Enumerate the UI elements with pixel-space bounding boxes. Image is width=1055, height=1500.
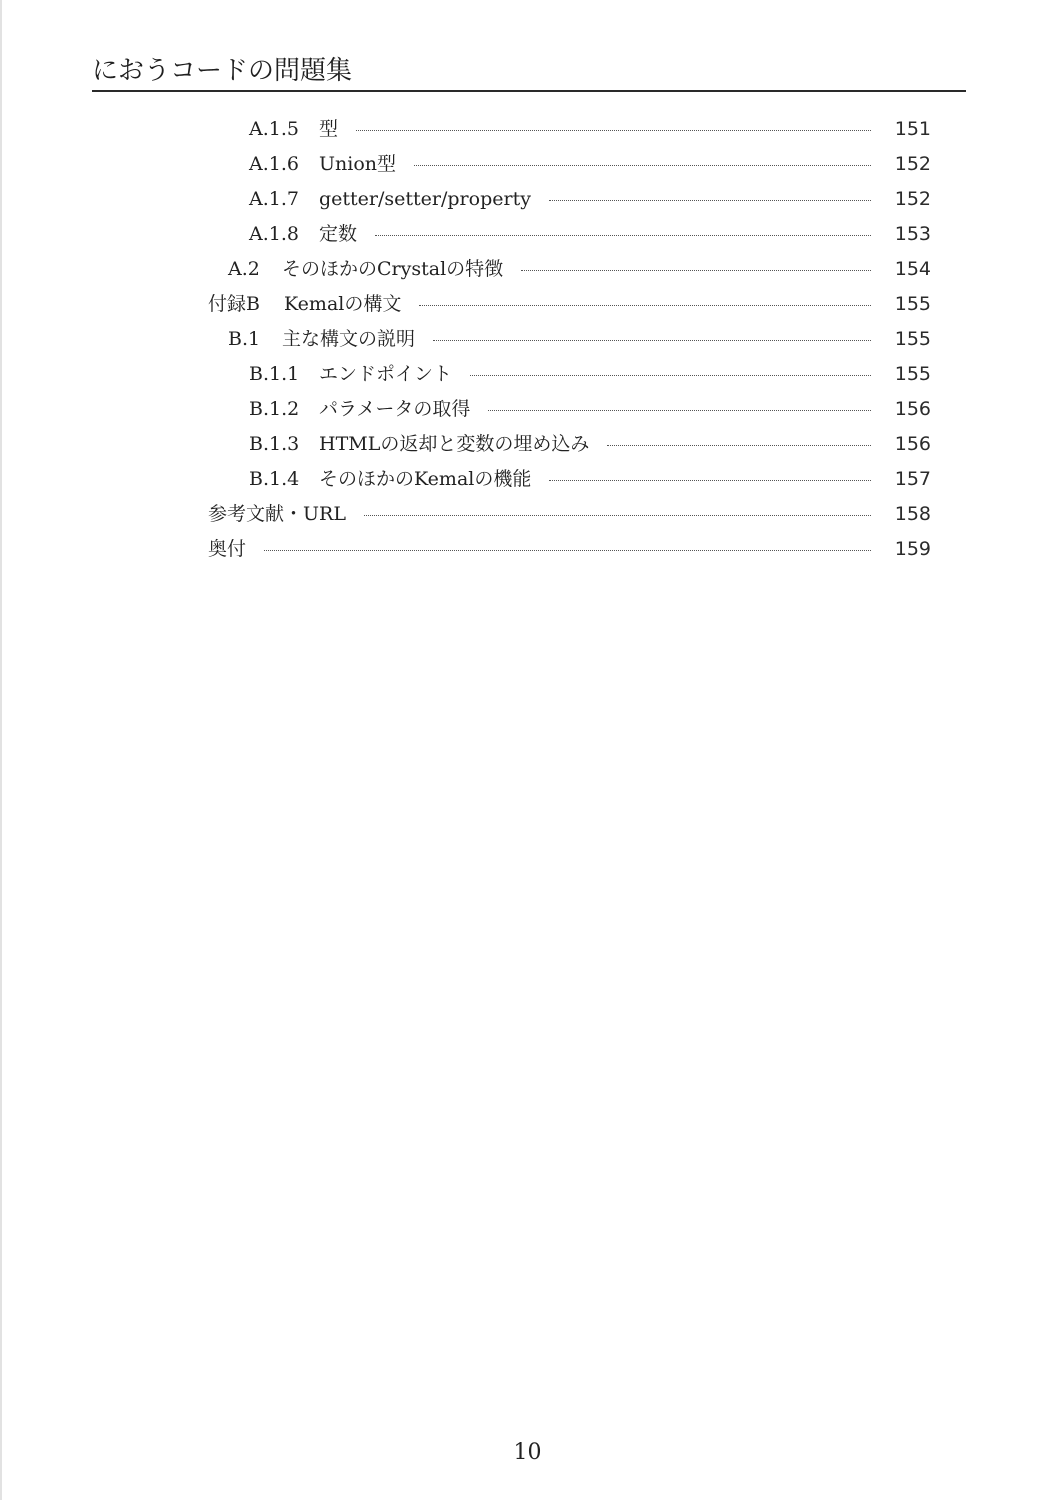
toc-entry-number: B.1.1 [249, 363, 300, 385]
toc-entry-page: 151 [894, 118, 931, 140]
toc-entry-page: 155 [894, 328, 931, 350]
toc-entry-title: Union型 [319, 153, 397, 175]
dot-leader [364, 515, 871, 516]
toc-entry-number: A.1.8 [249, 223, 299, 245]
dot-leader [264, 550, 871, 551]
toc-entry-page: 154 [894, 258, 931, 280]
dot-leader [470, 375, 871, 376]
toc-entry[interactable] [228, 322, 931, 357]
toc-entry[interactable] [249, 147, 931, 182]
toc-entry-title: Kemalの構文 [284, 293, 402, 315]
toc-entry-number: A.2 [228, 258, 260, 280]
dot-leader [433, 340, 871, 341]
dot-leader [488, 410, 871, 411]
dot-leader [549, 200, 871, 201]
toc-entry[interactable] [249, 427, 931, 462]
toc-entry-title: 主な構文の説明 [282, 328, 416, 350]
toc-entry-number: A.1.5 [249, 118, 299, 140]
toc-entry[interactable] [228, 252, 931, 287]
toc-entry-title: そのほかのCrystalの特徴 [282, 258, 504, 280]
toc-entry-page: 155 [894, 363, 931, 385]
toc-entry[interactable] [208, 497, 931, 532]
toc-entry-title: 定数 [319, 223, 358, 245]
toc-entry-page: 156 [894, 433, 931, 455]
toc-entry[interactable] [249, 217, 931, 252]
dot-leader [356, 130, 871, 131]
toc-entry-title: 奥付 [208, 538, 247, 560]
toc-entry[interactable] [249, 462, 931, 497]
dot-leader [419, 305, 871, 306]
dot-leader [549, 480, 871, 481]
toc-entry-page: 158 [894, 503, 931, 525]
toc-entry-title: HTMLの返却と変数の埋め込み [319, 433, 590, 455]
toc-entry-title: 型 [319, 118, 339, 140]
toc-entry-number: 付録B [208, 293, 260, 315]
page-left-edge [0, 0, 2, 1500]
running-header [92, 52, 966, 92]
toc-entry-page: 155 [894, 293, 931, 315]
toc-entry[interactable] [249, 182, 931, 217]
toc-entry-title: そのほかのKemalの機能 [319, 468, 532, 490]
toc-entry-page: 156 [894, 398, 931, 420]
dot-leader [375, 235, 871, 236]
toc-entry-number: B.1.4 [249, 468, 300, 490]
toc-entry[interactable] [249, 392, 931, 427]
toc-entry-title: パラメータの取得 [319, 398, 471, 420]
page-number: 10 [513, 1440, 542, 1465]
toc-entry-number: A.1.6 [249, 153, 299, 175]
toc-entry-page: 152 [894, 153, 931, 175]
toc-entry-number: B.1.3 [249, 433, 300, 455]
toc-entry-title: 参考文献・URL [208, 503, 346, 525]
toc-entry-title: エンドポイント [319, 363, 453, 385]
toc-entry[interactable] [249, 357, 931, 392]
book-title: におうコードの問題集 [92, 56, 353, 86]
dot-leader [607, 445, 871, 446]
toc-entry-number: B.1 [228, 328, 261, 350]
toc-entry-number: B.1.2 [249, 398, 300, 420]
toc-entry-number: A.1.7 [249, 188, 299, 210]
toc-entry-title: getter/setter/property [319, 188, 531, 210]
dot-leader [521, 270, 871, 271]
toc-entry-page: 152 [894, 188, 931, 210]
toc-entry-page: 153 [894, 223, 931, 245]
toc-entry[interactable] [208, 287, 931, 322]
dot-leader [414, 165, 871, 166]
toc-entry[interactable] [249, 112, 931, 147]
toc-entry-page: 159 [894, 538, 931, 560]
toc-entry[interactable] [208, 532, 931, 567]
toc-entry-page: 157 [894, 468, 931, 490]
